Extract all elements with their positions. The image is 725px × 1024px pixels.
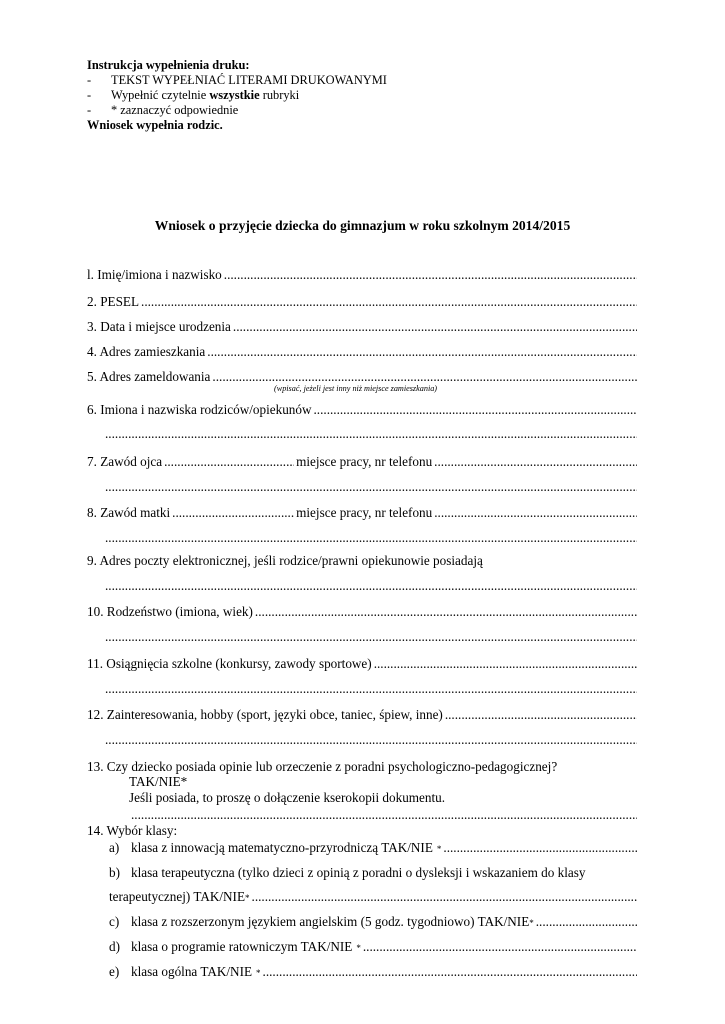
field-birth[interactable]: 3. Data i miejsce urodzenia ..... — [87, 319, 637, 337]
document-title: Wniosek o przyjęcie dziecka do gimnazjum w roku szkolnym 2014/2015 — [154, 218, 571, 233]
class-option-b-answer[interactable]: terapeutycznej) TAK/NIE * ..... — [109, 889, 637, 907]
field-achievements[interactable]: 11. Osiągnięcia szkolne (konkursy, zawody sportowe) ..... — [87, 656, 637, 674]
field-father-job[interactable]: 7. Zawód ojca ..... miejsce pracy, nr telefonu ..... — [87, 454, 637, 472]
field-mother-job[interactable]: 8. Zawód matki ..... miejsce pracy, nr telefonu ..... — [87, 505, 637, 523]
instructions-footer: Wniosek wypełnia rodzic. — [87, 118, 223, 132]
field-achievements-continued[interactable] — [103, 681, 637, 699]
class-option-d[interactable]: d) klasa o programie ratowniczym TAK/NIE * ..... — [109, 939, 637, 957]
class-option-c[interactable]: c) klasa z rozszerzonym językiem angielskim (5 godz. tygodniowo) TAK/NIE * ..... — [109, 914, 637, 932]
field-pesel[interactable]: 2. PESEL ..... — [87, 294, 637, 312]
field-opinion-answer[interactable]: TAK/NIE* — [129, 774, 188, 789]
field-siblings[interactable]: 10. Rodzeństwo (imiona, wiek) ..... — [87, 604, 637, 622]
instruction-item: - TEKST WYPEŁNIAĆ LITERAMI DRUKOWANYMI — [87, 73, 387, 87]
class-choice-heading: 14. Wybór klasy: — [87, 823, 178, 838]
class-option-a[interactable]: a) klasa z innowacją matematyczno-przyrodniczą TAK/NIE * ..... — [109, 840, 637, 858]
field-mother-continued[interactable] — [103, 530, 637, 548]
class-option-e[interactable]: e) klasa ogólna TAK/NIE * ..... — [109, 964, 637, 982]
field-parents-continued[interactable] — [103, 426, 637, 444]
field-registered-address[interactable]: 5. Adres zameldowania ..... — [87, 369, 637, 387]
field-interests[interactable]: 12. Zainteresowania, hobby (sport, języki obce, taniec, śpiew, inne) ..... — [87, 707, 637, 725]
field-registered-note: (wpisać, jeżeli jest inny niż miejsce zamieszkania) — [274, 384, 438, 393]
field-address[interactable]: 4. Adres zamieszkania ..... — [87, 344, 637, 362]
field-email-label: 9. Adres poczty elektronicznej, jeśli rodzice/prawni opiekunowie posiadają — [87, 553, 483, 568]
field-interests-continued[interactable] — [103, 732, 637, 750]
field-name[interactable]: l. Imię/imiona i nazwisko ..... — [87, 267, 637, 285]
field-opinion-question: 13. Czy dziecko posiada opinie lub orzeczenie z poradni psychologiczno-pedagogicznej? — [87, 759, 558, 774]
field-father-continued[interactable] — [103, 479, 637, 497]
instruction-item: - Wypełnić czytelnie wszystkie rubryki — [87, 88, 300, 102]
field-parents[interactable]: 6. Imiona i nazwiska rodziców/opiekunów ..... — [87, 402, 637, 420]
field-opinion-note: Jeśli posiada, to proszę o dołączenie kserokopii dokumentu. — [129, 790, 446, 805]
instructions-block — [87, 58, 387, 133]
field-email[interactable] — [103, 578, 637, 596]
field-opinion-continued[interactable] — [129, 807, 637, 825]
class-option-b: b) klasa terapeutyczna (tylko dzieci z opinią z poradni o dysleksji i wskazaniem do klasy — [109, 865, 586, 880]
instruction-item: - * zaznaczyć odpowiednie — [87, 103, 239, 117]
instructions-heading: Instrukcja wypełnienia druku: — [87, 58, 250, 72]
field-siblings-continued[interactable] — [103, 629, 637, 647]
